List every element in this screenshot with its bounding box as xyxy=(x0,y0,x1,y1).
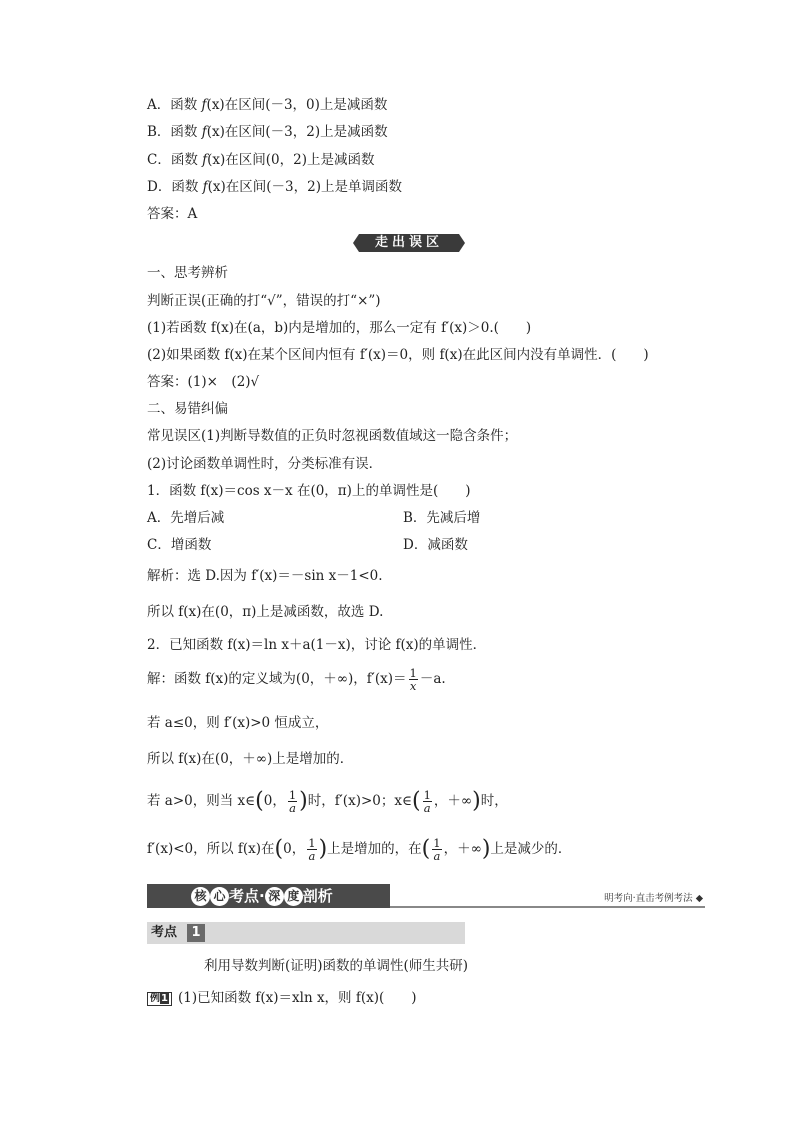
errors-solution-1: 解析：选 D.因为 f′(x)＝－sin x－1<0. xyxy=(147,568,383,584)
fraction-1-over-a xyxy=(432,837,441,862)
section-banner xyxy=(353,232,466,254)
errors-heading: 二、易错纠偏 xyxy=(147,401,228,417)
conclusion-text-3: 上是减少的． xyxy=(490,841,572,857)
solution-domain-line xyxy=(147,666,446,692)
think-instruction: 判断正误(正确的打“√”，错误的打“×”) xyxy=(147,293,381,309)
errors-question-2: 2．已知函数 f(x)＝ln x＋a(1－x)，讨论 f(x)的单调性． xyxy=(147,637,487,653)
option-c-prefix: C．函数 xyxy=(147,152,203,168)
think-heading: 一、思考辨析 xyxy=(147,265,228,281)
errors-option-b: B．先减后增 xyxy=(403,510,481,526)
option-b-prefix: B．函数 xyxy=(147,124,202,140)
left-paren: ( xyxy=(255,788,264,814)
kaodian-label: 考点 xyxy=(151,925,178,940)
fraction-denominator: a xyxy=(308,849,316,863)
example-tag-label: 例 xyxy=(150,992,160,1004)
section-rule xyxy=(390,906,705,908)
core-section-title xyxy=(147,884,390,908)
errors-question-1: 1．函数 f(x)＝cos x－x 在(0，π)上的单调性是( ) xyxy=(147,483,471,499)
topic-title: 利用导数判断(证明)函数的单调性(师生共研) xyxy=(204,958,469,974)
option-c xyxy=(147,151,375,169)
section-subtitle-text: 明考向·直击考例考法 xyxy=(604,893,693,904)
example-text: (1)已知函数 f(x)＝xln x，则 f(x)( ) xyxy=(177,990,417,1006)
option-b xyxy=(147,123,388,141)
option-b-x: (x) xyxy=(206,124,225,140)
title-char-circle: 心 xyxy=(210,887,229,906)
banner-right-cap xyxy=(459,234,465,252)
example-tag xyxy=(147,992,172,1006)
errors-option-c: C．增函数 xyxy=(147,537,212,553)
errors-line-1: 常见误区(1)判断导数值的正负时忽视函数值域这一隐含条件； xyxy=(147,428,518,444)
errors-option-d: D．减函数 xyxy=(403,537,468,553)
title-char: 考点· xyxy=(229,887,265,905)
fraction-denominator: x xyxy=(409,679,417,693)
option-d-text: 在区间(－3，2)上是单调函数 xyxy=(225,179,402,195)
conclusion-text-1: f′(x)<0，所以 f(x)在 xyxy=(147,841,275,857)
fraction-denominator: a xyxy=(423,801,431,815)
solution-case-a-gt-0 xyxy=(147,786,508,817)
fraction-numerator: 1 xyxy=(409,666,417,680)
option-d-x: (x) xyxy=(207,179,226,195)
conclusion-text-2: 上是增加的，在 xyxy=(327,841,422,857)
section-subtitle xyxy=(604,890,703,904)
banner-title: 走出误区 xyxy=(359,234,459,252)
solution-increasing: 所以 f(x)在(0，＋∞)上是增加的． xyxy=(147,751,354,767)
title-char-circle: 核 xyxy=(191,887,210,906)
right-paren: ) xyxy=(472,788,481,814)
option-b-text: 在区间(－3，2)上是减函数 xyxy=(224,124,388,140)
example-tag-number: 1 xyxy=(161,992,168,1004)
fraction-1-over-a xyxy=(307,837,316,862)
solution-domain-end: －a. xyxy=(419,671,446,687)
option-a-prefix: A．函数 xyxy=(147,97,202,113)
right-paren: ) xyxy=(299,788,308,814)
example-line xyxy=(147,989,417,1007)
think-answer: 答案：(1)× (2)√ xyxy=(147,374,260,390)
core-section-bar xyxy=(147,882,707,908)
think-question-1: (1)若函数 f(x)在(a，b)内是增加的，那么一定有 f′(x)＞0.( ) xyxy=(147,320,532,336)
interval-infinity: ，＋∞ xyxy=(443,841,482,857)
think-question-2: (2)如果函数 f(x)在某个区间内恒有 f′(x)＝0，则 f(x)在此区间内没有单调性．( ) xyxy=(147,347,649,363)
solution-domain-text: 解：函数 f(x)的定义域为(0，＋∞)，f′(x)＝ xyxy=(147,671,407,687)
solution-conclusion xyxy=(147,834,571,865)
right-paren: ) xyxy=(318,836,328,862)
title-char-circle: 深 xyxy=(265,887,284,906)
option-a-x: (x) xyxy=(206,97,225,113)
option-b-f: f xyxy=(201,124,207,140)
case-text-3: 时， xyxy=(480,793,508,809)
fraction-numerator: 1 xyxy=(433,836,441,850)
errors-solution-2: 所以 f(x)在(0，π)上是减函数，故选 D. xyxy=(147,604,384,620)
interval-zero: 0， xyxy=(263,793,286,809)
fraction-1-over-a xyxy=(288,789,297,814)
left-paren: ( xyxy=(274,836,284,862)
option-a xyxy=(147,96,387,114)
fraction-numerator: 1 xyxy=(308,836,316,850)
solution-case-a-le-0: 若 a≤0，则 f′(x)>0 恒成立， xyxy=(147,715,329,731)
fraction-1-over-a xyxy=(423,789,432,814)
option-a-f: f xyxy=(201,97,207,113)
diamond-icon: ◆ xyxy=(695,893,703,904)
kaodian-number: 1 xyxy=(187,924,205,942)
fraction-denominator: a xyxy=(289,801,296,815)
kaodian-bar xyxy=(147,922,465,944)
option-c-x: (x) xyxy=(207,152,226,168)
interval-zero: 0， xyxy=(283,841,306,857)
right-paren: ) xyxy=(481,836,491,862)
interval-infinity: ，＋∞ xyxy=(433,793,473,809)
fraction-1-over-x xyxy=(409,667,418,692)
option-a-text: 在区间(－3，0)上是减函数 xyxy=(224,97,388,113)
fraction-numerator: 1 xyxy=(288,788,297,802)
case-text-1: 若 a>0，则当 x∈ xyxy=(147,793,256,809)
left-paren: ( xyxy=(411,788,421,814)
option-d-f: f xyxy=(202,179,208,195)
fraction-denominator: a xyxy=(433,849,441,863)
errors-option-a: A．先增后减 xyxy=(147,510,225,526)
case-text-2: 时，f′(x)>0；x∈ xyxy=(307,793,412,809)
answer-top: 答案：A xyxy=(147,206,198,222)
title-char-circle: 度 xyxy=(284,887,303,906)
fraction-numerator: 1 xyxy=(423,788,431,802)
left-paren: ( xyxy=(421,836,431,862)
title-char: 剖析 xyxy=(302,887,333,905)
option-c-text: 在区间(0，2)上是减函数 xyxy=(225,152,375,168)
option-c-f: f xyxy=(202,152,208,168)
errors-line-2: (2)讨论函数单调性时，分类标准有误． xyxy=(147,456,383,472)
option-d-prefix: D．函数 xyxy=(147,179,203,195)
option-d xyxy=(147,178,402,196)
